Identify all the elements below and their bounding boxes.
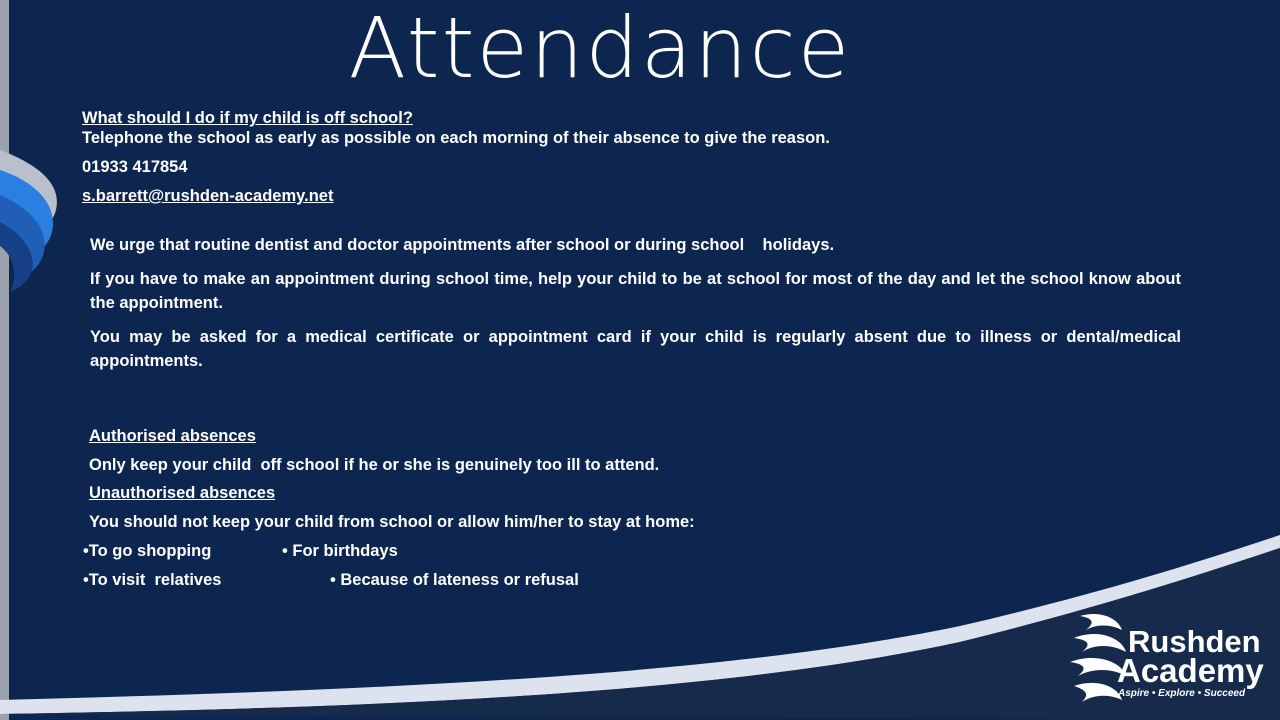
bullet-item: • Because of lateness or refusal	[330, 571, 579, 589]
authorised-heading: Authorised absences	[89, 427, 256, 445]
bullet-item: •To visit relatives	[83, 571, 222, 589]
authorised-text: Only keep your child off school if he or she is genuinely too ill to attend.	[89, 456, 660, 474]
page-title: Attendance	[348, 0, 852, 97]
appointments-paragraph: We urge that routine dentist and doctor appointments after school or during school holidays.	[90, 236, 835, 254]
unauthorised-heading: Unauthorised absences	[89, 484, 276, 502]
logo-name-line-2: Academy	[1117, 652, 1264, 689]
bullet-item: •To go shopping	[83, 542, 212, 560]
question-heading: What should I do if my child is off school?	[82, 109, 413, 127]
bullet-item: • For birthdays	[282, 542, 398, 560]
unauthorised-text: You should not keep your child from school or allow him/her to stay at home:	[89, 513, 695, 531]
logo-tagline: Aspire • Explore • Succeed	[1118, 688, 1246, 699]
telephone-instruction: Telephone the school as early as possible on each morning of their absence to give the reason.	[82, 129, 830, 147]
logo-name-line-1: Rushden	[1128, 624, 1261, 659]
school-time-paragraph: If you have to make an appointment during school time, help your child to be at school for most of the day and let the school know about the appointment.	[90, 270, 1181, 312]
medical-certificate-paragraph: You may be asked for a medical certificate or appointment card if your child is regularly absent due to illness or dental/medical appointments.	[90, 328, 1181, 370]
phone-number: 01933 417854	[82, 158, 188, 176]
email-link[interactable]: s.barrett@rushden-academy.net	[82, 187, 334, 205]
